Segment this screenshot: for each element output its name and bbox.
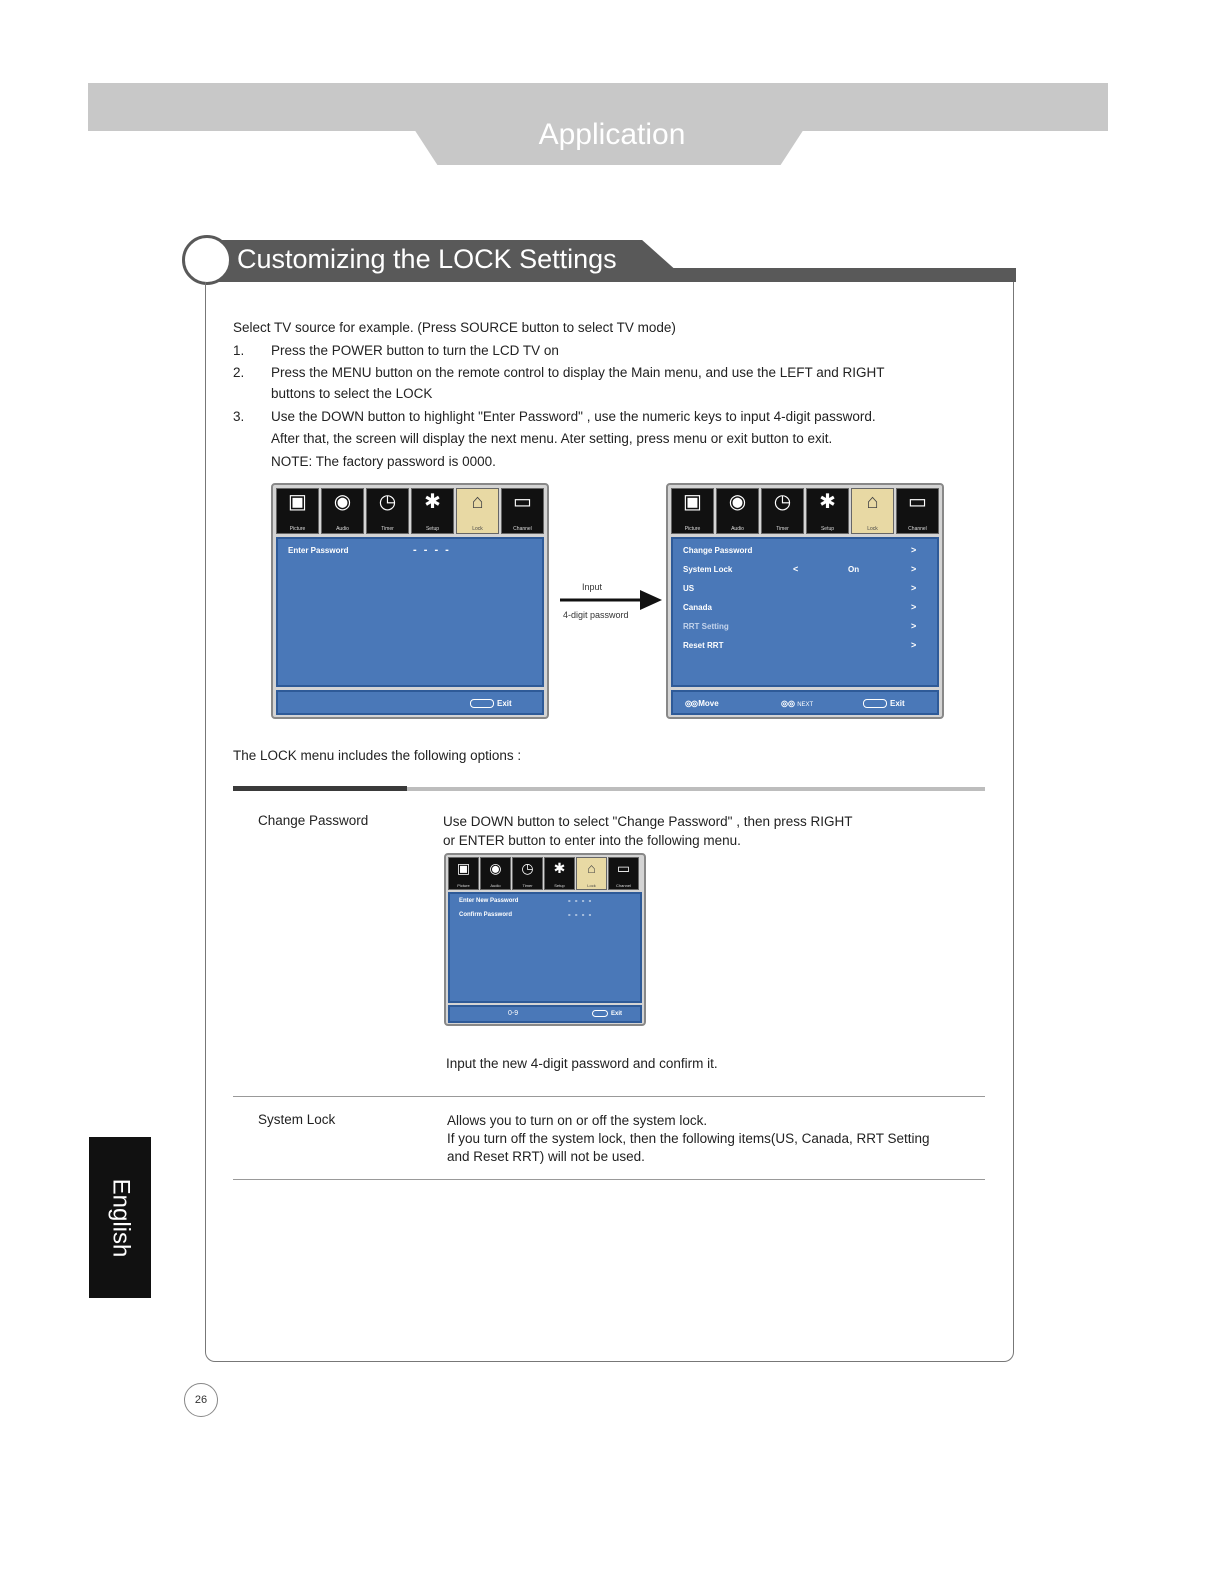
menu-panel [671, 537, 939, 687]
chevron-right-icon: > [911, 602, 917, 612]
exit-key-icon [470, 699, 494, 708]
note-text: NOTE: The factory password is 0000. [271, 454, 496, 469]
option-desc: Allows you to turn on or off the system lock. [447, 1113, 708, 1128]
page-number: 26 [184, 1383, 218, 1417]
clock-icon: ◷ Timer [761, 488, 804, 534]
table-divider [233, 1179, 985, 1180]
menu-footer [276, 690, 544, 715]
monitor-icon: ▣ Picture [671, 488, 714, 534]
menu-item-system-lock: System Lock [683, 565, 733, 574]
chevron-right-icon: > [911, 564, 917, 574]
menu-item-confirm-password: Confirm Password [459, 912, 513, 918]
speaker-icon: ◉ Audio [480, 857, 511, 890]
page-header-title: Application [538, 118, 686, 151]
tv-screen-lock-menu [666, 483, 944, 719]
tv-icon-row [671, 488, 939, 534]
chevron-left-icon: < [793, 564, 799, 574]
right-arrow-icon [560, 589, 664, 611]
table-rule-dark [233, 786, 407, 791]
footer-next-label: NEXT [797, 702, 814, 708]
tv-screen-change-password [444, 853, 646, 1026]
step-number: 1. [233, 343, 245, 358]
chevron-right-icon: > [911, 583, 917, 593]
lock-intro-text: The LOCK menu includes the following options : [233, 748, 522, 763]
footer-exit-label: Exit [497, 699, 512, 708]
option-desc: and Reset RRT) will not be used. [447, 1149, 645, 1164]
exit-key-icon [863, 699, 887, 708]
option-desc: or ENTER button to enter into the following menu. [443, 833, 741, 848]
new-password-field: - - - - [568, 896, 593, 905]
menu-item-change-password: Change Password [683, 546, 753, 555]
option-desc: Use DOWN button to select "Change Password" , then press RIGHT [443, 814, 853, 829]
option-name-change-password: Change Password [258, 813, 369, 828]
tv-icon: ▭ Channel [501, 488, 544, 534]
gear-icon: ✱ Setup [544, 857, 575, 890]
menu-footer [671, 690, 939, 715]
menu-item-reset-rrt: Reset RRT [683, 641, 724, 650]
step-text: After that, the screen will display the next menu. Ater setting, press menu or exit button to exit. [271, 431, 833, 446]
option-desc: If you turn off the system lock, then the following items(US, Canada, RRT Setting [447, 1131, 930, 1146]
menu-footer [448, 1005, 642, 1023]
option-name-system-lock: System Lock [258, 1112, 336, 1127]
clock-icon: ◷ Timer [366, 488, 409, 534]
menu-item-us: US [683, 584, 695, 593]
menu-item-enter-new-password: Enter New Password [459, 898, 519, 904]
menu-panel [448, 892, 642, 1003]
lock-icon: ⌂ Lock [851, 488, 894, 534]
tv-icon-row [448, 857, 639, 890]
intro-text: Select TV source for example. (Press SOURCE button to select TV mode) [233, 320, 676, 335]
tv-icon: ▭ Channel [608, 857, 639, 890]
table-divider [233, 1096, 985, 1097]
footer-move-label: Move [698, 699, 719, 708]
confirm-password-field: - - - - [568, 910, 593, 919]
step-text: Press the POWER button to turn the LCD TV on [271, 343, 559, 358]
option-after-text: Input the new 4-digit password and confirm it. [446, 1056, 718, 1071]
chevron-right-icon: > [911, 640, 917, 650]
monitor-icon: ▣ Picture [276, 488, 319, 534]
chevron-right-icon: > [911, 621, 917, 631]
lock-icon: ⌂ Lock [456, 488, 499, 534]
language-side-tab-label: English [107, 1178, 134, 1257]
menu-item-canada: Canada [683, 603, 712, 612]
menu-item-rrt-setting: RRT Setting [683, 622, 729, 631]
tv-icon-row [276, 488, 544, 534]
speaker-icon: ◉ Audio [716, 488, 759, 534]
gear-icon: ✱ Setup [411, 488, 454, 534]
section-circle-icon [182, 235, 232, 285]
chevron-right-icon: > [911, 545, 917, 555]
step-text: Press the MENU button on the remote control to display the Main menu, and use the LEFT and RIGHT [271, 365, 885, 380]
password-field: - - - - [413, 544, 451, 556]
menu-item-enter-password: Enter Password [288, 546, 349, 555]
system-lock-value: On [848, 565, 860, 574]
exit-key-icon [592, 1010, 608, 1017]
gear-icon: ✱ Setup [806, 488, 849, 534]
monitor-icon: ▣ Picture [448, 857, 479, 890]
clock-icon: ◷ Timer [512, 857, 543, 890]
footer-exit-label: Exit [890, 699, 905, 708]
lock-icon: ⌂ Lock [576, 857, 607, 890]
next-key-icon: ◎◎ [781, 699, 798, 708]
arrow-label: 4-digit password [563, 610, 629, 620]
move-key-icon: ◎◎ [685, 699, 699, 708]
step-text: buttons to select the LOCK [271, 386, 433, 401]
tv-icon: ▭ Channel [896, 488, 939, 534]
language-side-tab-label-wrap [89, 1137, 151, 1298]
table-rule-light [407, 787, 985, 791]
step-text: Use the DOWN button to highlight "Enter Password" , use the numeric keys to input 4-digit password. [271, 409, 876, 424]
speaker-icon: ◉ Audio [321, 488, 364, 534]
arrow-label: Input [582, 582, 603, 592]
section-title: Customizing the LOCK Settings [237, 244, 617, 274]
tv-screen-enter-password [271, 483, 549, 719]
step-number: 3. [233, 409, 245, 424]
footer-digits-label: 0-9 [508, 1010, 519, 1017]
footer-exit-label: Exit [611, 1011, 623, 1018]
section-rule [640, 268, 1016, 282]
step-number: 2. [233, 365, 245, 380]
menu-panel [276, 537, 544, 687]
